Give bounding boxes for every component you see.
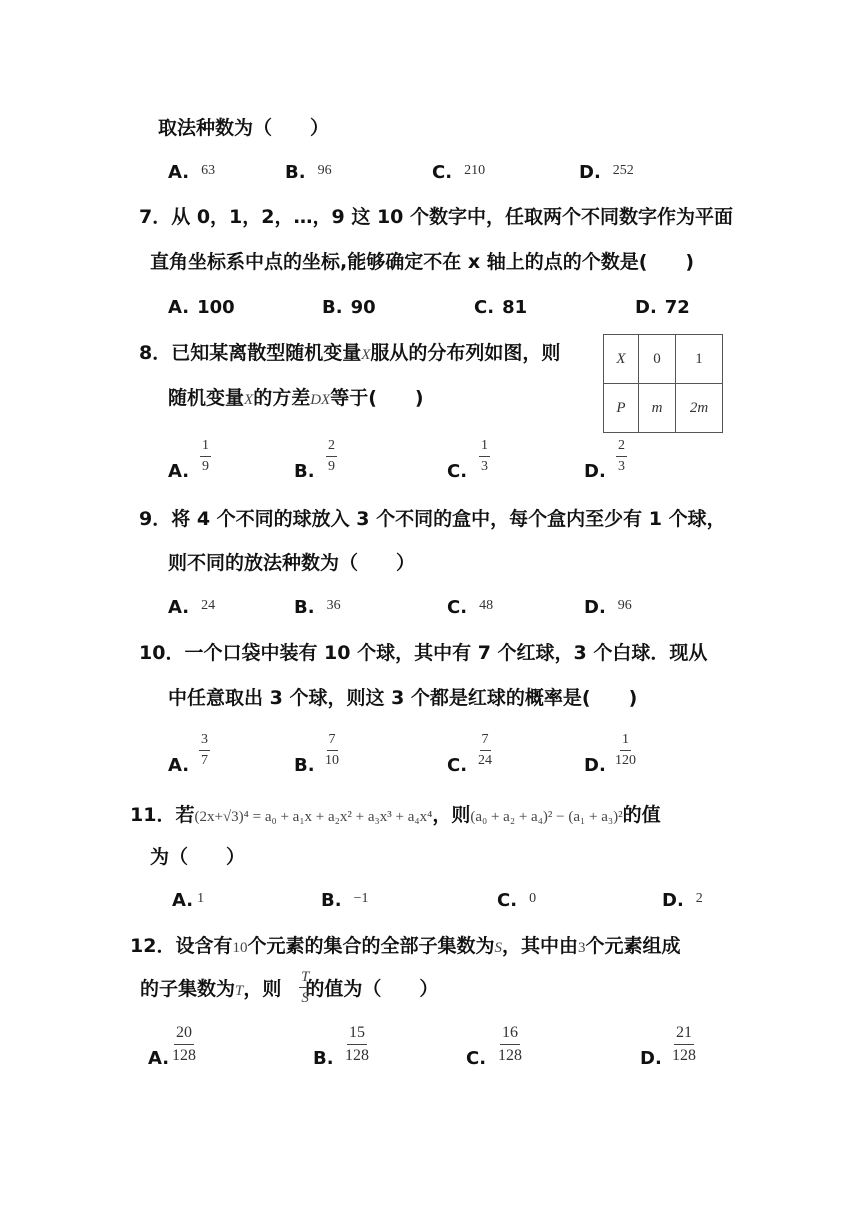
q12-option-a-fraction: $\frac{20}{128}$ (172, 1024, 196, 1064)
distribution-table (603, 334, 723, 433)
q10-option-d-fraction: $\frac{1}{120}$ (615, 732, 636, 768)
q12-option-c[interactable]: C. (466, 1048, 487, 1069)
q10-stem-line1: 10．一个口袋中装有 10 个球，其中有 7 个红球，3 个白球．现从 (139, 642, 708, 664)
table-row (604, 384, 723, 433)
q12-option-b-fraction: $\frac{15}{128}$ (345, 1024, 369, 1064)
q8-stem-line1: 8．已知某离散型随机变量X服从的分布列如图，则 (139, 342, 561, 364)
q8-option-a[interactable]: A. (168, 461, 190, 482)
q11-stem-line2: 为（ ） (150, 846, 246, 868)
q12-stem-line2: 的子集数为T，则 的值为（ ） (140, 978, 439, 1000)
q9-stem-line1: 9．将 4 个不同的球放入 3 个不同的盒中，每个盒内至少有 1 个球， (139, 508, 726, 530)
q11-option-b[interactable]: B. $^{-1}$ (321, 890, 369, 911)
table-cell: 2m (676, 384, 723, 433)
q10-stem-line2: 中任意取出 3 个球，则这 3 个都是红球的概率是( ) (168, 687, 638, 709)
q8-option-c-fraction: $\frac{1}{3}$ (481, 438, 488, 474)
q11-option-d[interactable]: D. $^2$ (662, 890, 703, 911)
q6-stem-tail: 取法种数为（ ） (158, 117, 330, 139)
table-cell: X (604, 335, 639, 384)
q8-option-a-fraction: $\frac{1}{9}$ (202, 438, 209, 474)
table-cell: 0 (639, 335, 676, 384)
q9-stem-line2: 则不同的放法种数为（ ） (168, 552, 416, 574)
q8-option-b[interactable]: B. (294, 461, 315, 482)
table-cell: P (604, 384, 639, 433)
q6-option-a[interactable]: A. $^{63}$ (168, 162, 216, 183)
q10-option-b-fraction: $\frac{7}{10}$ (325, 732, 339, 768)
table-cell: m (639, 384, 676, 433)
q11-option-c[interactable]: C. $^0$ (497, 890, 537, 911)
q12-option-d-fraction: $\frac{21}{128}$ (672, 1024, 696, 1064)
q9-option-b[interactable]: B. $^{36}$ (294, 597, 341, 618)
q8-option-d[interactable]: D. (584, 461, 606, 482)
q12-option-a[interactable]: A. (148, 1048, 170, 1069)
q7-option-b[interactable]: B. 90 (322, 297, 376, 318)
q8-option-b-fraction: $\frac{2}{9}$ (328, 438, 335, 474)
q6-option-b[interactable]: B. $^{96}$ (285, 162, 332, 183)
q7-option-c[interactable]: C. 81 (474, 297, 528, 318)
table-row (604, 335, 723, 384)
q10-option-c[interactable]: C. (447, 755, 468, 776)
q11-expansion-formula: (2x+√3)⁴ = a₀ + a₁x + a₂x² + a₃x³ + a₄x⁴ (194, 809, 433, 825)
q7-option-a[interactable]: A. 100 (168, 297, 235, 318)
q9-option-c[interactable]: C. $^{48}$ (447, 597, 494, 618)
q8-stem-line2: 随机变量X的方差DX等于( ) (168, 387, 424, 409)
q12-option-c-fraction: $\frac{16}{128}$ (498, 1024, 522, 1064)
q9-option-d[interactable]: D. $^{96}$ (584, 597, 632, 618)
q12-option-d[interactable]: D. (640, 1048, 662, 1069)
q8-option-c[interactable]: C. (447, 461, 468, 482)
q9-option-a[interactable]: A. $^{24}$ (168, 597, 216, 618)
q12-stem-fraction: $\frac{T}{S}$ (301, 969, 310, 1006)
q7-stem-line2: 直角坐标系中点的坐标,能够确定不在 x 轴上的点的个数是( ) (150, 251, 695, 273)
q6-option-d[interactable]: D. $^{252}$ (579, 162, 634, 183)
q11-stem-line1: 11．若(2x+√3)⁴ = a₀ + a₁x + a₂x² + a₃x³ + a₄x⁴，则(a₀ + a₂ + a₄)² − (a₁ + a₃)²的值 (130, 804, 661, 826)
q8-option-d-fraction: $\frac{2}{3}$ (618, 438, 625, 474)
q11-option-a[interactable]: A. $^1$ (172, 890, 205, 911)
table-cell: 1 (676, 335, 723, 384)
q7-stem-line1: 7．从 0，1，2，…，9 这 10 个数字中，任取两个不同数字作为平面 (139, 206, 734, 228)
q10-option-a[interactable]: A. (168, 755, 190, 776)
q7-option-d[interactable]: D. 72 (635, 297, 690, 318)
q10-option-a-fraction: $\frac{3}{7}$ (201, 732, 208, 768)
q12-stem-line1: 12．设含有10个元素的集合的全部子集数为S，其中由3个元素组成 (130, 935, 681, 957)
q6-option-c[interactable]: C. $^{210}$ (432, 162, 486, 183)
q10-option-c-fraction: $\frac{7}{24}$ (478, 732, 492, 768)
q11-target-expression: (a₀ + a₂ + a₄)² − (a₁ + a₃)² (470, 809, 623, 825)
q10-option-b[interactable]: B. (294, 755, 315, 776)
q10-option-d[interactable]: D. (584, 755, 606, 776)
q12-option-b[interactable]: B. (313, 1048, 334, 1069)
